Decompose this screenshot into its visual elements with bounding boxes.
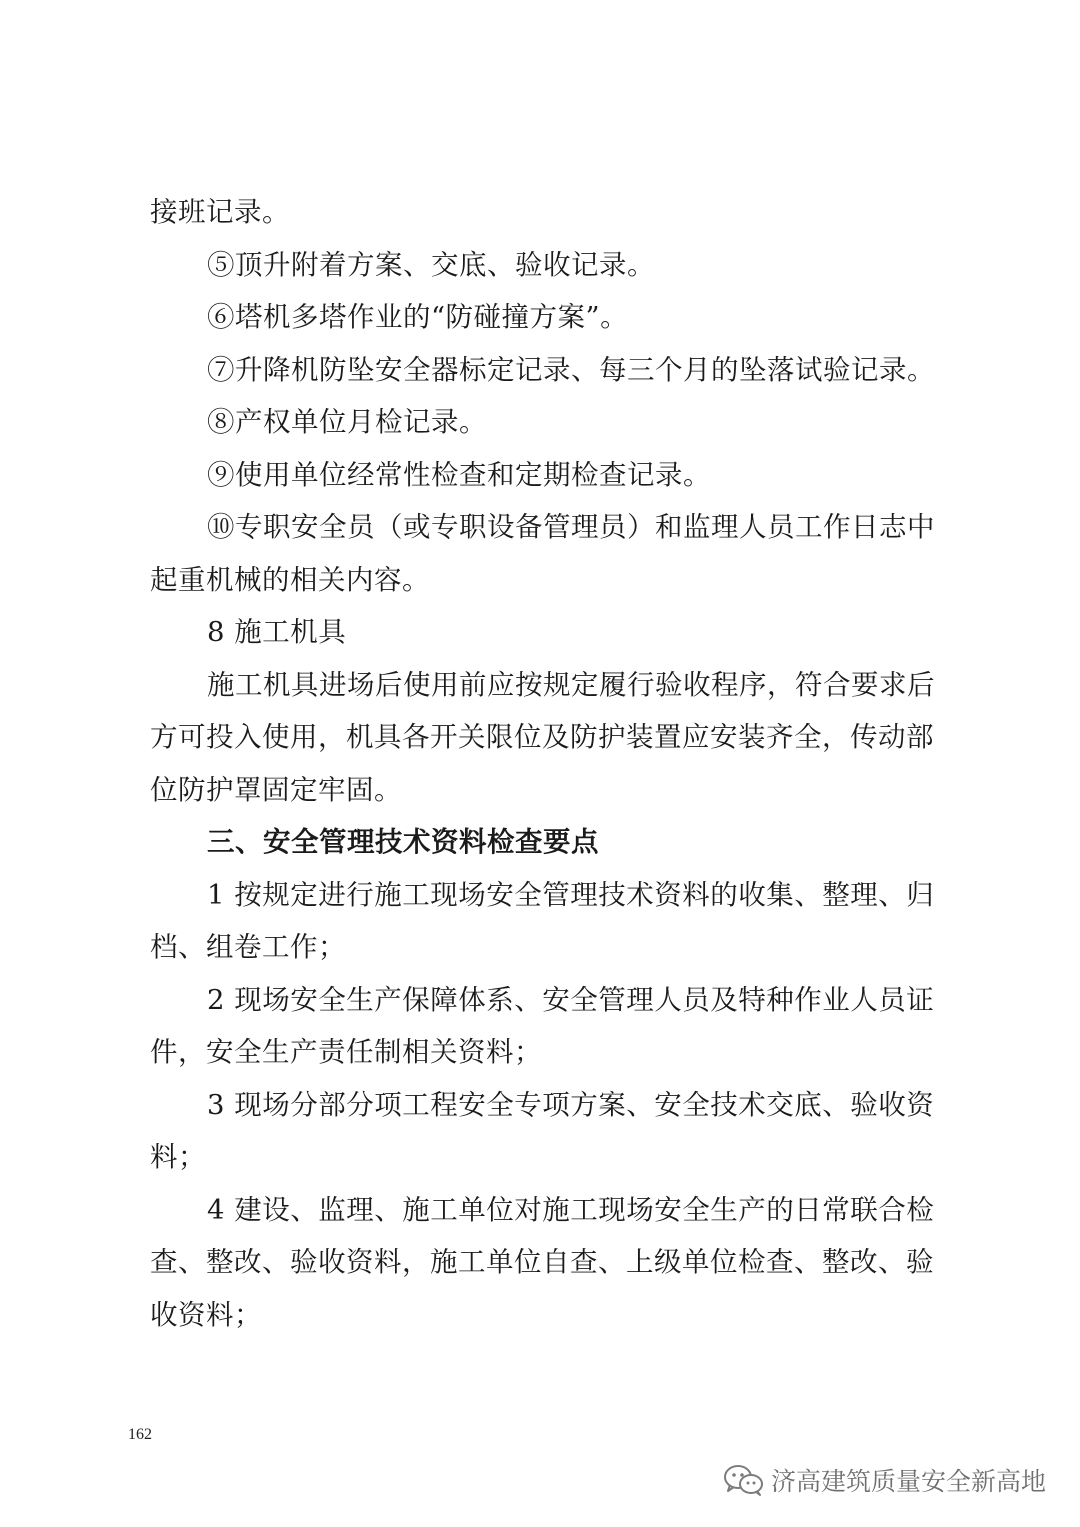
paragraph-line: 料；: [150, 1141, 206, 1173]
paragraph-line: 2 现场安全生产保障体系、安全管理人员及特种作业人员证: [207, 983, 935, 1016]
list-item-9: ⑨使用单位经常性检查和定期检查记录。: [207, 458, 711, 491]
paragraph-line: 3 现场分部分项工程安全专项方案、安全技术交底、验收资: [207, 1088, 935, 1121]
document-body: [150, 186, 948, 1341]
list-item-10: ⑩专职安全员（或专职设备管理员）和监理人员工作日志中: [207, 511, 935, 543]
watermark-text: 济高建筑质量安全新高地: [770, 1467, 1046, 1496]
page-number: 162: [128, 1426, 152, 1443]
paragraph-line: 4 建设、监理、施工单位对施工现场安全生产的日常联合检: [207, 1193, 935, 1226]
section-heading: 8 施工机具: [207, 616, 347, 648]
list-item-5: ⑤顶升附着方案、交底、验收记录。: [207, 248, 655, 281]
text-line: 起重机械的相关内容。: [150, 563, 430, 596]
watermark: [723, 1462, 1046, 1498]
list-item-8: ⑧产权单位月检记录。: [207, 406, 487, 438]
wechat-icon: [723, 1464, 765, 1496]
paragraph-line: 1 按规定进行施工现场安全管理技术资料的收集、整理、归: [207, 878, 935, 911]
chapter-heading: 三、安全管理技术资料检查要点: [207, 826, 599, 858]
text-line: 接班记录。: [150, 196, 290, 228]
paragraph-line: 查、整改、验收资料，施工单位自查、上级单位检查、整改、验: [150, 1246, 934, 1278]
list-item-7: ⑦升降机防坠安全器标定记录、每三个月的坠落试验记录。: [207, 353, 935, 386]
paragraph-line: 件，安全生产责任制相关资料；: [150, 1036, 542, 1068]
paragraph-line: 施工机具进场后使用前应按规定履行验收程序，符合要求后: [207, 668, 935, 701]
paragraph-line: 位防护罩固定牢固。: [150, 773, 402, 806]
paragraph-line: 收资料；: [150, 1298, 262, 1331]
paragraph-line: 档、组卷工作；: [150, 931, 346, 963]
list-item-6: ⑥塔机多塔作业的“防碰撞方案”。: [207, 301, 629, 333]
paragraph-line: 方可投入使用，机具各开关限位及防护装置应安装齐全，传动部: [150, 721, 934, 753]
